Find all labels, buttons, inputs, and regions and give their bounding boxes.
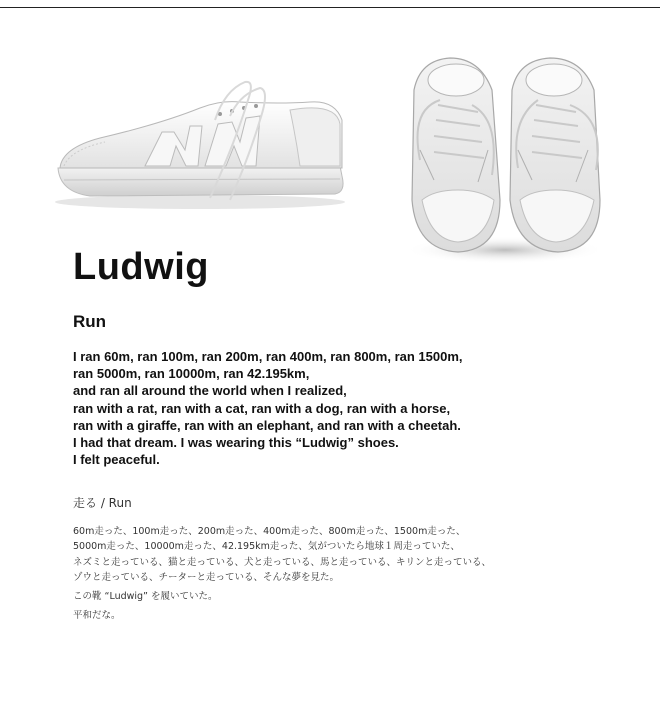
japanese-line: ネズミと走っている、猫と走っている、犬と走っている、馬と走っている、キリンと走っている、 (73, 556, 492, 568)
japanese-line: この靴 “Ludwig” を履いていた。 (73, 591, 218, 603)
japanese-line: ゾウと走っている、チーターと走っている、そんな夢を見た。 (73, 571, 340, 583)
english-line: I had that dream. I was wearing this “Ludwig” shoes. (73, 435, 399, 451)
top-divider (0, 7, 660, 8)
shoe-pair-view-image (400, 50, 610, 265)
japanese-subtitle: 走る / Run (73, 496, 132, 510)
japanese-line: 平和だな。 (73, 610, 121, 622)
product-title: Ludwig (73, 246, 209, 288)
japanese-line: 60m走った、100m走った、200m走った、400m走った、800m走った、1500m走った、 (73, 526, 466, 537)
japanese-line: 5000m走った、10000m走った、42.195km走った、気がついたら地球１周走っていた、 (73, 541, 460, 553)
english-line: ran with a giraffe, ran with an elephant, and ran with a cheetah. (73, 417, 461, 433)
english-line: I felt peaceful. (73, 452, 160, 468)
english-line: and ran all around the world when I realized, (73, 383, 347, 399)
english-line: ran with a rat, ran with a cat, ran with a dog, ran with a horse, (73, 400, 451, 416)
english-description (73, 348, 633, 468)
section-subtitle: Run (73, 312, 107, 331)
shoe-side-view-image (50, 80, 360, 215)
english-line: I ran 60m, ran 100m, ran 200m, ran 400m, ran 800m, ran 1500m, (73, 349, 463, 364)
english-line: ran 5000m, ran 10000m, ran 42.195km, (73, 366, 310, 382)
japanese-description (73, 524, 653, 624)
